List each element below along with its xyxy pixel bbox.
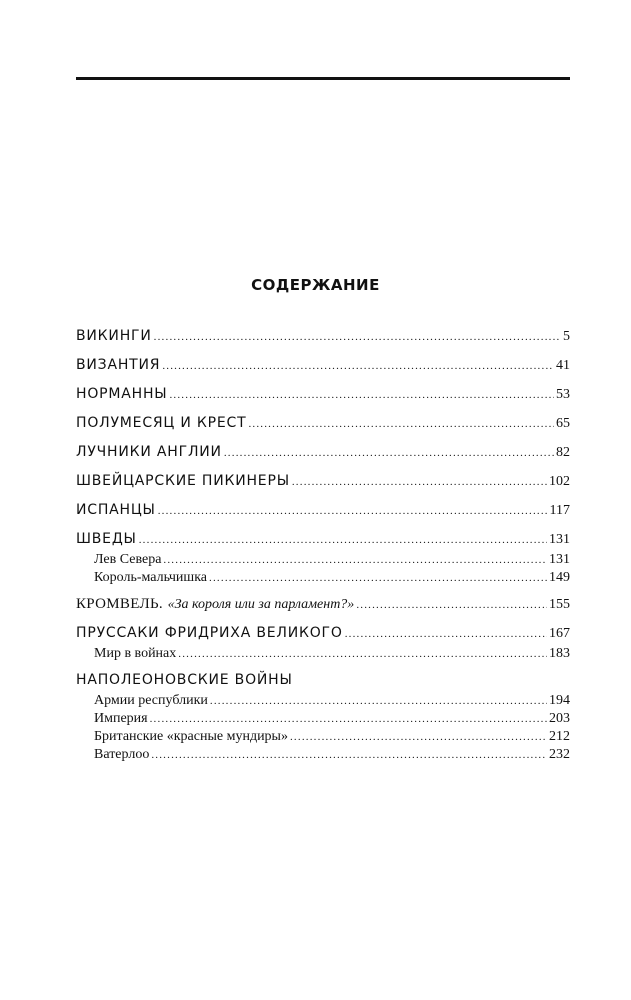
dot-leader	[139, 529, 547, 552]
table-of-contents	[76, 325, 570, 764]
toc-entry-label: Империя	[94, 711, 148, 726]
toc-entry-page: 232	[549, 747, 570, 762]
toc-entry-label: ПРУССАКИ ФРИДРИХА ВЕЛИКОГО	[76, 625, 343, 641]
toc-entry-english-archers[interactable]	[76, 441, 570, 464]
toc-entry-label: Лев Севера	[94, 552, 162, 567]
toc-entry-label: ЛУЧНИКИ АНГЛИИ	[76, 444, 222, 460]
toc-entry-page: 167	[549, 626, 570, 641]
toc-entry-label: ШВЕДЫ	[76, 531, 137, 547]
dot-leader	[292, 471, 547, 494]
toc-entry-label: Британские «красные мундиры»	[94, 729, 288, 744]
dot-leader	[290, 728, 547, 746]
toc-subentry-republic-armies[interactable]	[76, 692, 570, 710]
toc-entry-page: 65	[556, 416, 570, 431]
toc-entry-label: Армии республики	[94, 693, 208, 708]
toc-entry-byzantium[interactable]	[76, 354, 570, 377]
toc-subentry-boy-king[interactable]	[76, 569, 570, 587]
toc-entry-label: НАПОЛЕОНОВСКИЕ ВОЙНЫ	[76, 672, 293, 688]
dot-leader	[345, 623, 547, 646]
toc-entry-label: ИСПАНЦЫ	[76, 502, 156, 518]
dot-leader	[178, 645, 547, 663]
toc-entry-label: Король-мальчишка	[94, 570, 208, 585]
toc-entry-page: 53	[556, 387, 570, 402]
dot-leader	[162, 355, 554, 378]
toc-entry-label	[76, 593, 354, 616]
toc-entry-swedes[interactable]	[76, 528, 570, 551]
toc-entry-page: 117	[549, 503, 570, 518]
toc-subentry-peace-in-wars[interactable]	[76, 645, 570, 663]
toc-subentry-redcoats[interactable]	[76, 728, 570, 746]
toc-entry-page: 5	[563, 329, 570, 344]
dot-leader	[248, 413, 554, 436]
toc-entry-page: 203	[549, 711, 570, 726]
toc-entry-page: 131	[549, 552, 570, 567]
dot-leader	[154, 326, 561, 349]
toc-entry-normans[interactable]	[76, 383, 570, 406]
toc-entry-page: 82	[556, 445, 570, 460]
toc-entry-label: ПОЛУМЕСЯЦ И КРЕСТ	[76, 415, 247, 431]
dot-leader	[169, 384, 554, 407]
toc-entry-label: ШВЕЙЦАРСКИЕ ПИКИНЕРЫ	[76, 473, 290, 489]
toc-entry-label: Ватерлоо	[94, 747, 150, 762]
toc-entry-prussians[interactable]	[76, 622, 570, 645]
toc-entry-label: ВИКИНГИ	[76, 328, 152, 344]
toc-entry-swiss-pikemen[interactable]	[76, 470, 570, 493]
toc-subentry-lion-of-the-north[interactable]	[76, 551, 570, 569]
header-rule	[76, 77, 570, 80]
toc-entry-page: 102	[549, 474, 570, 489]
toc-entry-page: 41	[556, 358, 570, 373]
toc-entry-crescent-and-cross[interactable]	[76, 412, 570, 435]
dot-leader	[158, 500, 548, 523]
toc-entry-label: ВИЗАНТИЯ	[76, 357, 161, 373]
toc-entry-page: 212	[549, 729, 570, 744]
dot-leader	[210, 692, 547, 710]
dot-leader	[356, 594, 547, 617]
toc-entry-page: 194	[549, 693, 570, 708]
toc-entry-subtitle: «За короля или за парламент?»	[167, 597, 355, 612]
dot-leader	[224, 442, 554, 465]
dot-leader	[150, 710, 547, 728]
toc-entry-page: 155	[549, 597, 570, 612]
toc-entry-label: НОРМАННЫ	[76, 386, 168, 402]
dot-leader	[151, 746, 547, 764]
toc-entry-spaniards[interactable]	[76, 499, 570, 522]
toc-subentry-waterloo[interactable]	[76, 746, 570, 764]
dot-leader	[209, 569, 547, 587]
toc-entry-cromwell[interactable]	[76, 593, 570, 616]
toc-subentry-empire[interactable]	[76, 710, 570, 728]
page-title: СОДЕРЖАНИЕ	[251, 276, 380, 294]
toc-entry-label: Мир в войнах	[94, 646, 177, 661]
toc-entry-label-main: КРОМВЕЛЬ.	[76, 596, 163, 612]
dot-leader	[163, 551, 547, 569]
toc-entry-page: 131	[549, 532, 570, 547]
toc-entry-page: 149	[549, 570, 570, 585]
toc-entry-page: 183	[549, 646, 570, 661]
toc-entry-napoleonic-wars[interactable]	[76, 669, 570, 692]
toc-entry-vikings[interactable]	[76, 325, 570, 348]
